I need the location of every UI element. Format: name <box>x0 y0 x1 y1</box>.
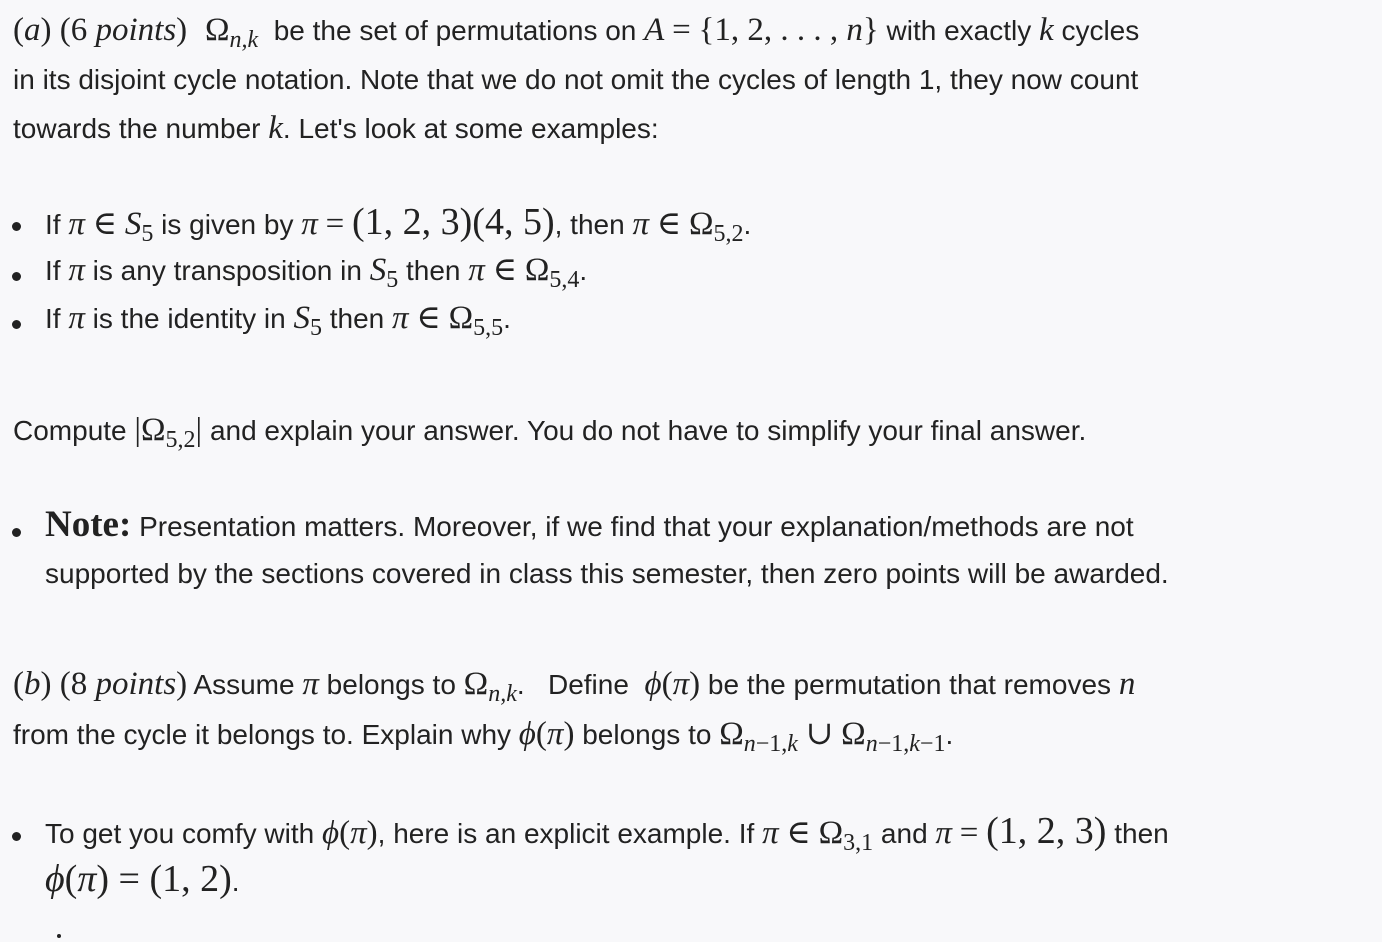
part-b-line-1: (b) (8 points) Assume π belongs to Ωn,k. Define ϕ(π) be the permutation that removes n <box>13 666 1136 707</box>
bullet <box>12 320 21 329</box>
bullet <box>12 222 21 231</box>
part-a-line-2: in its disjoint cycle notation. Note that we do not omit the cycles of length 1, they now count <box>13 64 1139 95</box>
example-3: If π is the identity in S5 then π ∈ Ω5,5. <box>45 300 511 341</box>
part-a-line-1: (a) (6 points) $\Omega_{n,k}$ be the set of permutations on A = {1, 2, . . . , n} with exactly k cycles <box>13 12 1140 53</box>
trailing-dot <box>57 934 61 938</box>
bullet <box>12 528 21 537</box>
bullet <box>12 832 21 841</box>
example-1: If π ∈ S5 is given by π = (1, 2, 3)(4, 5), then π ∈ Ω5,2. <box>45 201 752 247</box>
part-a-line-3: towards the number k. Let's look at some examples: <box>13 110 659 146</box>
example-2: If π is any transposition in S5 then π ∈ Ω5,4. <box>45 252 588 293</box>
bullet <box>12 272 21 281</box>
part-b-example-line-2: ϕ(π) = (1, 2). <box>45 858 240 900</box>
note-line-2: supported by the sections covered in class this semester, then zero points will be awarded. <box>45 558 1169 589</box>
part-b-example-line-1: To get you comfy with ϕ(π), here is an explicit example. If π ∈ Ω3,1 and π = (1, 2, 3) then <box>45 810 1169 856</box>
compute-line: Compute |Ω5,2| and explain your answer. You do not have to simplify your final answer. <box>13 412 1087 453</box>
note-line-1: Note: Presentation matters. Moreover, if we find that your explanation/methods are not <box>45 504 1134 545</box>
part-b-line-2: from the cycle it belongs to. Explain why ϕ(π) belongs to Ωn−1,k ∪ Ωn−1,k−1. <box>13 716 954 757</box>
